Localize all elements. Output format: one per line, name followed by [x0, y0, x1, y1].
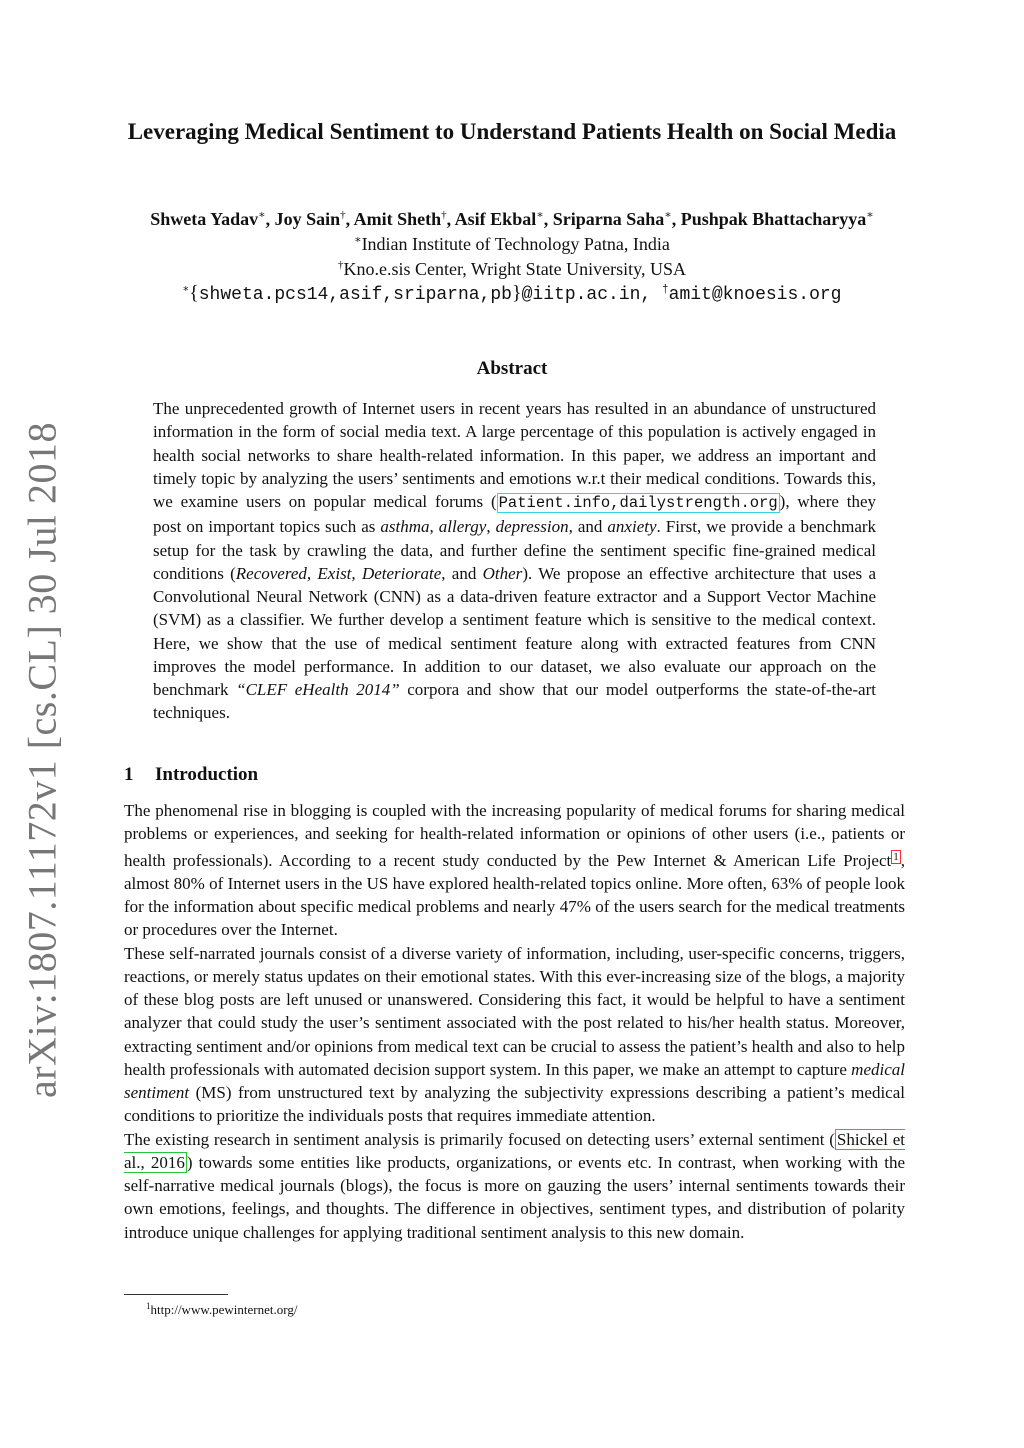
author-name: Shweta Yadav [150, 209, 259, 229]
topic-term: depression [495, 517, 569, 537]
paragraph-text: The phenomenal rise in blogging is coupled with the increasing popularity of medical forums for sharing medical problems or experiences, and seeking for health-related information or opinions of other users (i.e., patients or health professionals). According to a recent study conducted by the Pew Internet & American Life Project [124, 801, 905, 870]
abstract-text: ), where they post on important topics such as [153, 492, 876, 537]
author-mark: † [340, 209, 346, 221]
footnote-divider [124, 1294, 228, 1295]
abstract-heading: Abstract [476, 358, 548, 379]
footnote-url[interactable]: http://www.pewinternet.org/ [150, 1302, 298, 1317]
topic-term: anxiety [607, 517, 657, 537]
paragraph-text: The existing research in sentiment analysis is primarily focused on detecting users’ external sentiment ( [124, 1129, 835, 1149]
email-mark: ∗ [182, 284, 190, 296]
paragraph-text: These self-narrated journals consist of a diverse variety of information, including, user-specific concerns, triggers, reactions, or merely status updates on their emotional states. With this ever-increasing size of the blogs, a majority of these blog posts are left unused or unanswered. Considering this fact, it would be helpful to have a sentiment analyzer that could study the user’s sentiment associated with the post related to his/her health status. Moreover, extracting sentiment and/or opinions from medical text can be crucial to assess the patient’s health and also to help health professionals with automated decision support system. In this paper, we make an attempt to capture [124, 943, 905, 1079]
corpus-name: “CLEF eHealth 2014” [236, 680, 400, 699]
separator: , [429, 517, 439, 537]
footnote [146, 1297, 297, 1319]
class-terms: Recovered, Exist, Deteriorate [235, 563, 442, 583]
email-address: amit@knoesis.org [668, 285, 842, 305]
author-name: Amit Sheth [353, 209, 442, 229]
footnote-number: 1 [146, 1301, 151, 1311]
affiliation-mark: ∗ [354, 234, 362, 246]
citation-link[interactable]: Shickel et al., 2016 [124, 1129, 905, 1172]
author-mark: ∗ [866, 209, 874, 221]
abstract-text: . First, we provide a benchmark setup for the task by crawling the data, and further define the sentiment specific fine-grained medical conditions ( [153, 517, 877, 583]
paragraph-text: ) towards some entities like products, organizations, or events etc. In contrast, when working with the self-narrative medical journals (blogs), the focus is more on gauzing the users’ internal sentiments towards their own emotions, feelings, and thoughts. The difference in objectives, sentiment types, and distribution of polarity introduce unique challenges for applying traditional sentiment analysis to this new domain. [124, 1152, 905, 1242]
topic-term: allergy [438, 517, 487, 537]
class-term: Other [482, 563, 523, 583]
affiliation-mark: † [337, 259, 344, 271]
paragraph-text: , almost 80% of Internet users in the US have explored health-related topics online. More often, 63% of people look for the information about specific medical problems and nearly 47% of the users search for the medical treatments or procedures over the Internet. [124, 850, 905, 940]
email-domain: @iitp.ac.in, [521, 285, 652, 305]
paragraph [124, 1128, 905, 1244]
author-mark: ∗ [536, 209, 544, 221]
abstract-text: , and [441, 563, 483, 583]
abstract-body [153, 397, 876, 725]
separator: , [486, 517, 496, 537]
forums-link[interactable]: Patient.info,dailystrength.org [498, 494, 778, 512]
abstract-text: corpora and show that our model outperforms the state-of-the-art techniques. [153, 680, 876, 723]
paragraph [124, 942, 905, 1128]
affiliation-text: Indian Institute of Technology Patna, India [361, 234, 670, 254]
author-mark: ∗ [258, 209, 266, 221]
author-list: Shweta Yadav∗, Joy Sain†, Amit Sheth†, Asif Ekbal∗, Sriparna Saha∗, Pushpak Bhattacharyya∗ [150, 209, 874, 229]
footnote-ref-link[interactable]: 1 [893, 850, 899, 863]
author-name: Sriparna Saha [552, 209, 665, 229]
section-title: Introduction [155, 764, 259, 785]
author-name: Pushpak Bhattacharyya [680, 209, 867, 229]
email-group: shweta.pcs14,asif,sriparna,pb [198, 285, 512, 305]
topic-term: asthma [380, 517, 430, 537]
abstract-text: ). We propose an effective architecture that uses a Convolutional Neural Network (CNN) as a data-driven feature extractor and a Support Vector Machine (SVM) as a classifier. We further develop a sentiment feature which is sensitive to the medical context. Here, we show that the use of medical sentiment feature along with extracted features from CNN improves the model performance. In addition to our dataset, we also evaluate our approach on the benchmark [153, 563, 876, 699]
author-mark: † [441, 209, 447, 221]
paragraph [124, 799, 905, 942]
email-mark: † [662, 284, 669, 296]
paragraph-text: (MS) from unstructured text by analyzing the subjectivity expressions describing a patient’s medical conditions to prioritize the individuals posts that requires immediate attention. [124, 1083, 905, 1126]
author-emails: ∗{shweta.pcs14,asif,sriparna,pb}@iitp.ac.in, †amit@knoesis.org [182, 282, 842, 305]
abstract-text: The unprecedented growth of Internet users in recent years has resulted in an abundance of unstructured information in the form of social media text. A large percentage of this population is actively engaged in health social networks to share health-related information. In this paper, we address an important and timely topic by analyzing the users’ sentiments and emotions w.r.t their medical conditions. Towards this, we examine users on popular medical forums ( [153, 399, 876, 511]
section-heading [124, 763, 258, 787]
emphasis-term: medical sentiment [124, 1059, 905, 1102]
author-mark: ∗ [664, 209, 672, 221]
author-name: Asif Ekbal [454, 209, 537, 229]
introduction-body [124, 799, 905, 1244]
separator: , and [568, 517, 608, 537]
affiliation [112, 229, 912, 255]
arxiv-identifier: arXiv:1807.11172v1 [cs.CL] 30 Jul 2018 [19, 422, 65, 1098]
paper-title: Leveraging Medical Sentiment to Understand Patients Health on Social Media [127, 119, 897, 144]
affiliation [112, 254, 912, 280]
author-name: Joy Sain [274, 209, 341, 229]
affiliation-text: Kno.e.sis Center, Wright State University, USA [343, 259, 687, 279]
section-number: 1 [124, 764, 134, 785]
